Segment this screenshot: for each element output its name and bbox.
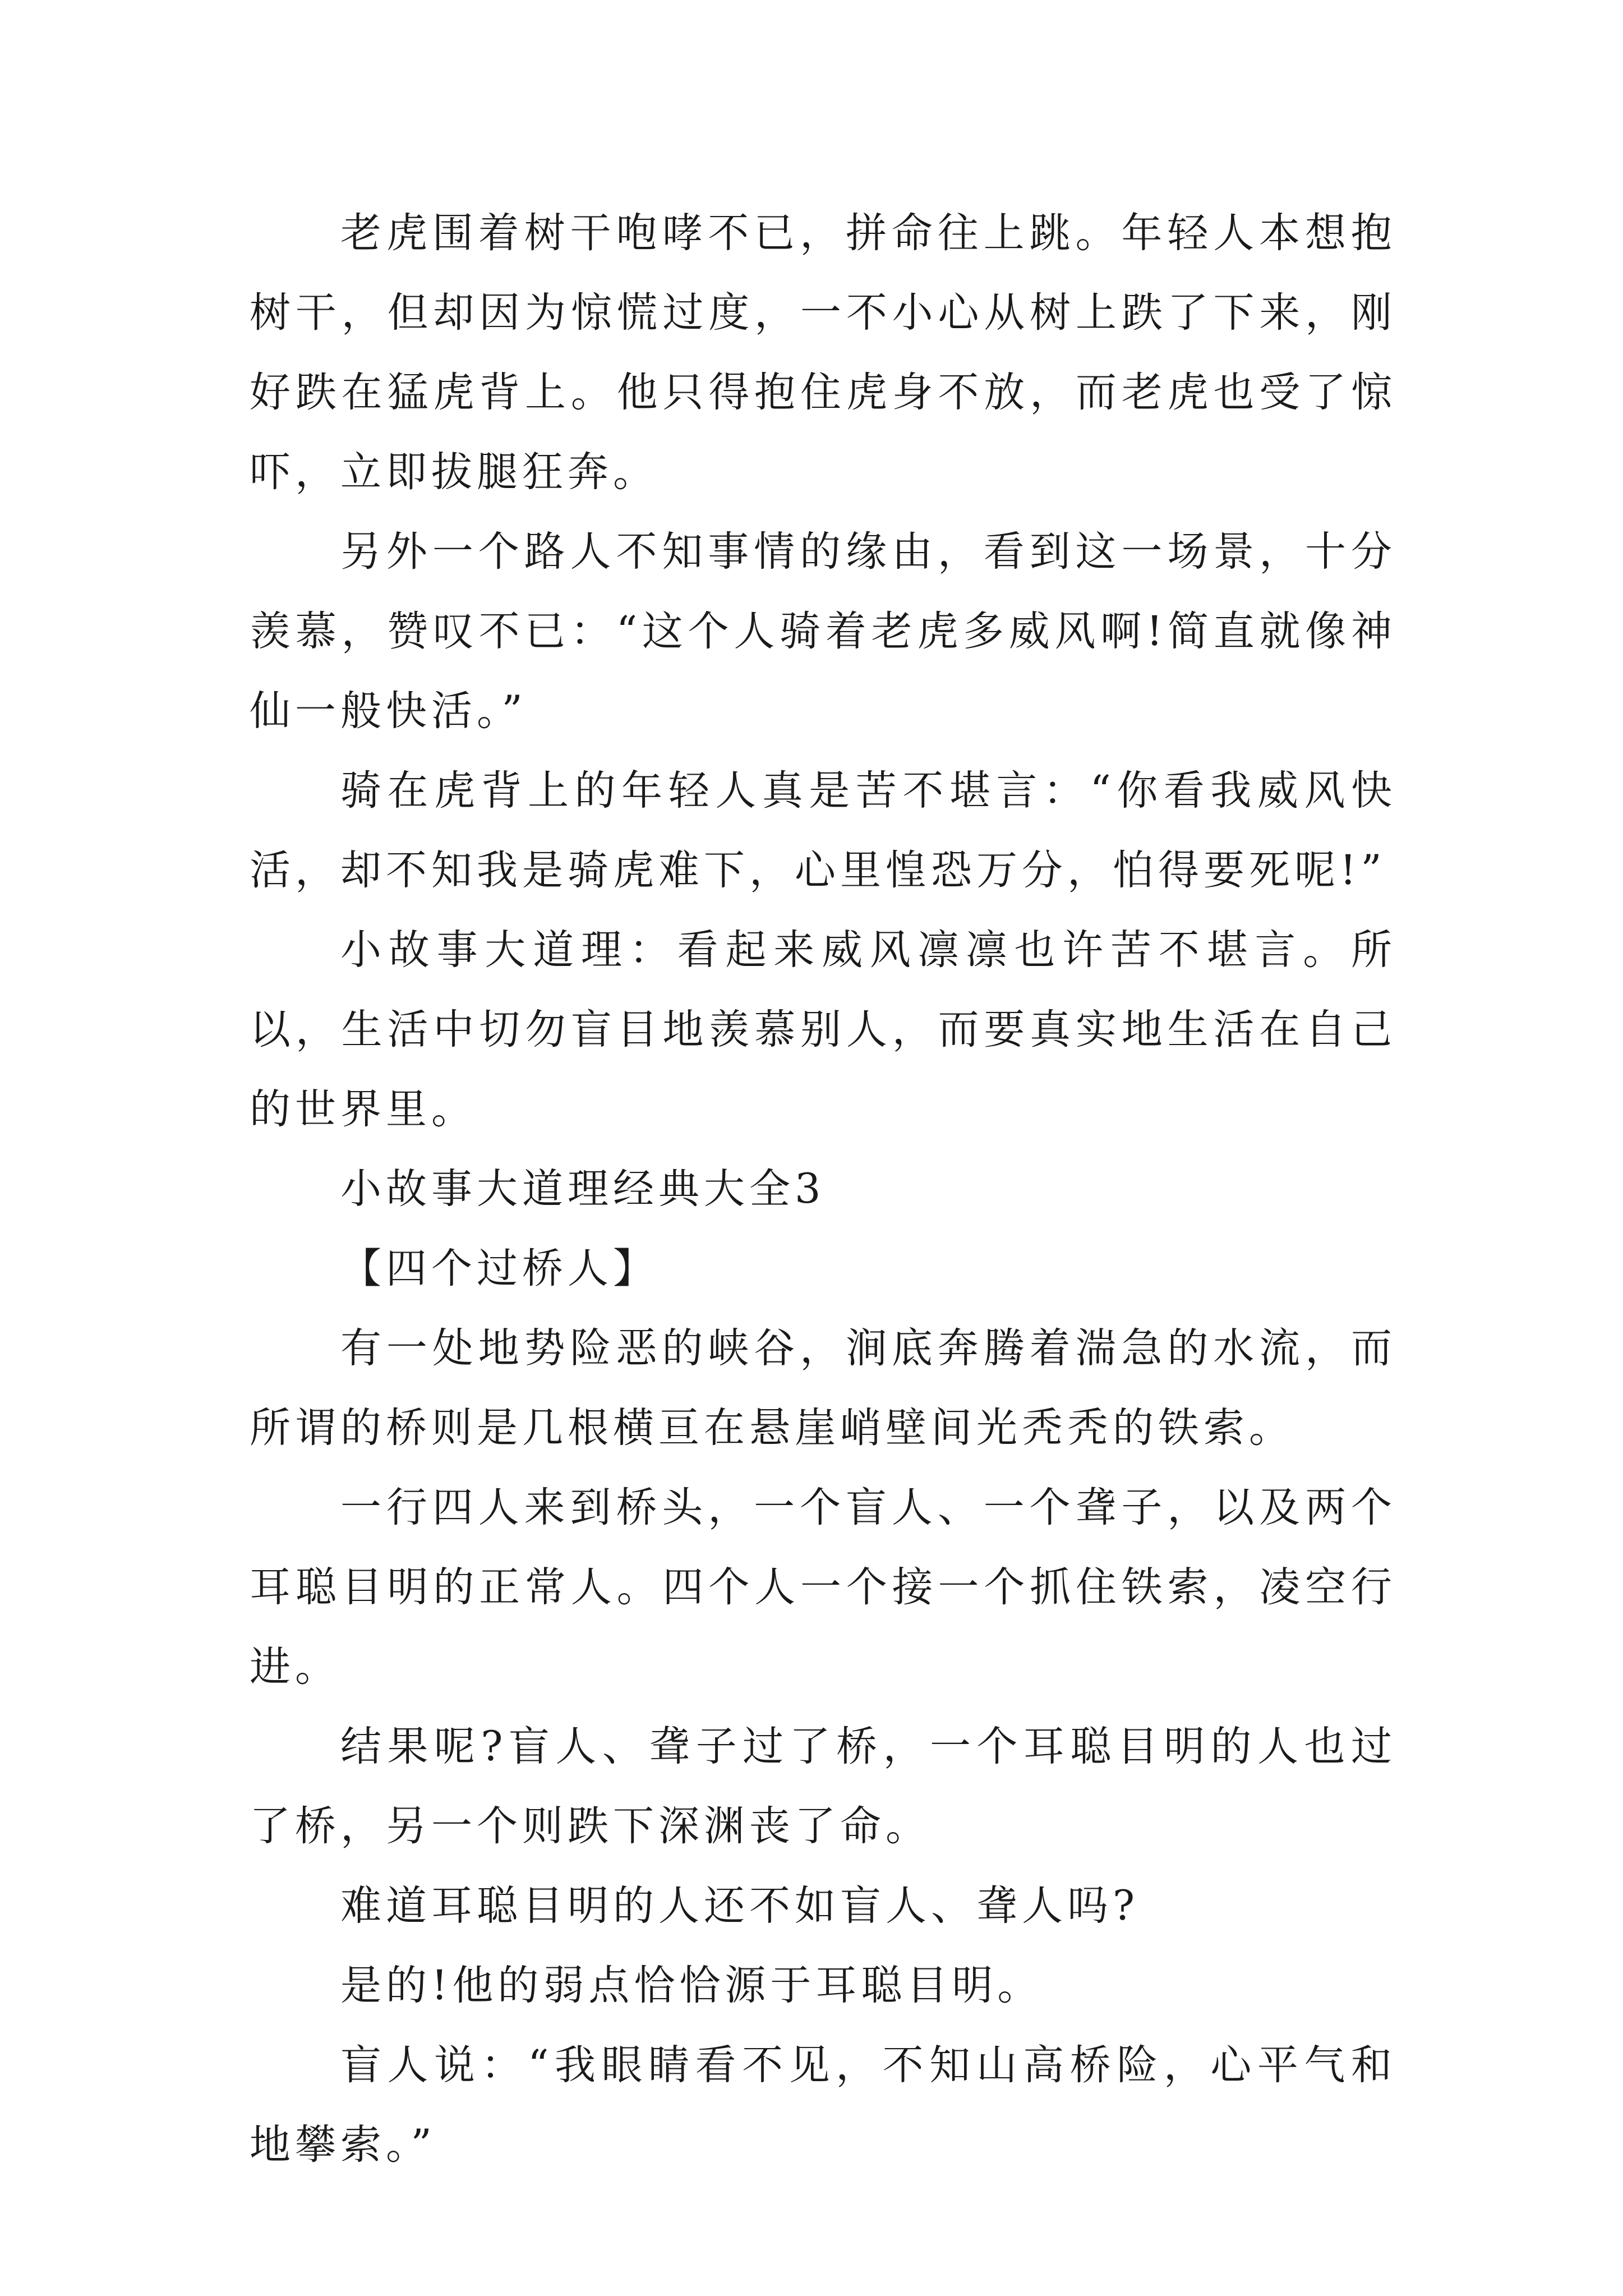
section-title: 小故事大道理经典大全3 [340,1165,826,1213]
paragraph-tiger-chase: 老虎围着树干咆哮不已，拼命往上跳。年轻人本想抱树干，但却因为惊慌过度，一不小心从树上跌了下来，刚好跌在猛虎背上。他只得抱住虎身不放，而老虎也受了惊吓，立即拔腿狂奔。 [250,209,1396,496]
paragraph-moral: 小故事大道理：看起来威风凛凛也许苦不堪言。所以，生活中切勿盲目地羡慕别人，而要真实地生活在自己的世界里。 [250,926,1396,1133]
paragraph-answer: 是的!他的弱点恰恰源于耳聪目明。 [340,1962,1043,2009]
paragraph-passerby-envy: 另外一个路人不知事情的缘由，看到这一场景，十分羡慕，赞叹不已：“这个人骑着老虎多威风啊!简直就像神仙一般快活。” [250,528,1396,735]
paragraph-question: 难道耳聪目明的人还不如盲人、聋人吗? [340,1882,1140,1930]
paragraph-canyon: 有一处地势险恶的峡谷，涧底奔腾着湍急的水流，而所谓的桥则是几根横亘在悬崖峭壁间光秃秃的铁索。 [250,1324,1396,1452]
paragraph-four-people: 一行四人来到桥头，一个盲人、一个聋子，以及两个耳聪目明的正常人。四个人一个接一个抓住铁索，凌空行进。 [250,1484,1396,1691]
paragraph-result: 结果呢?盲人、聋子过了桥，一个耳聪目明的人也过了桥，另一个则跌下深渊丧了命。 [250,1723,1396,1850]
story-title: 【四个过桥人】 [340,1245,658,1292]
paragraph-rider-complaint: 骑在虎背上的年轻人真是苦不堪言：“你看我威风快活，却不知我是骑虎难下，心里惶恐万分，怕得要死呢!” [250,767,1396,894]
paragraph-blind-man: 盲人说：“我眼睛看不见，不知山高桥险，心平气和地攀索。” [250,2041,1396,2169]
document-body [250,194,1396,2185]
